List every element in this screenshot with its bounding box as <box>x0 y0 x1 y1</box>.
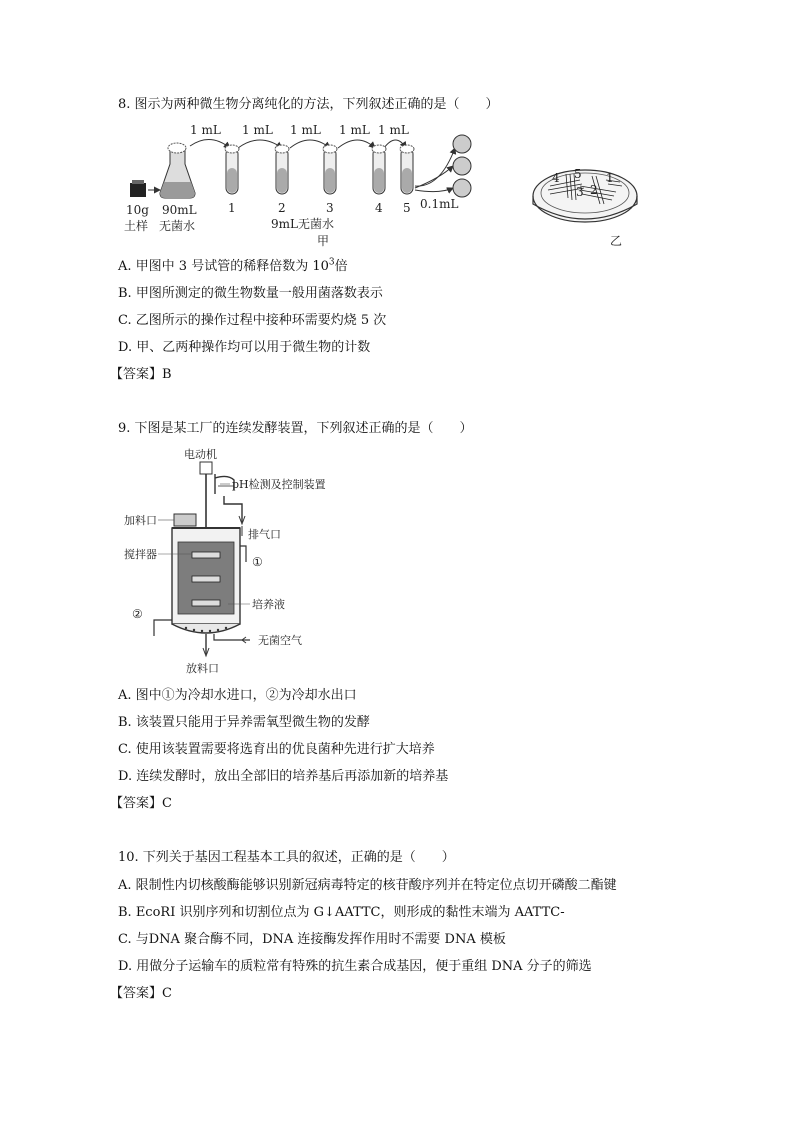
motor-label: 电动机 <box>184 448 217 461</box>
q10-option-b: B. EcoRI 识别序列和切割位点为 G↓AATTC，则形成的黏性末端为 AATTC- <box>118 905 565 920</box>
transfer-arrow <box>190 139 230 148</box>
exhaust-label: 排气口 <box>248 528 281 541</box>
q9-answer: 【答案】C <box>110 796 172 811</box>
transfer-arrow <box>338 140 375 148</box>
q10-option-d: D. 用做分子运输车的质粒常有特殊的抗生素合成基因，便于重组 DNA 分子的筛选 <box>118 959 592 974</box>
q10-option-a: A. 限制性内切核酸酶能够识别新冠病毒特定的核苷酸序列并在特定位点切开磷酸二酯键 <box>118 878 617 893</box>
cooling-mark-2: ② <box>132 607 143 621</box>
transfer-label-4: 1 mL <box>339 123 370 137</box>
streak-number: 4 <box>552 171 560 185</box>
q8-option-d: D. 甲、乙两种操作均可以用于微生物的计数 <box>118 340 371 355</box>
tube-number: 5 <box>403 201 411 215</box>
q9-option-c: C. 使用该装置需要将选育出的优良菌种先进行扩大培养 <box>118 742 435 757</box>
transfer-label-5: 1 mL <box>378 123 409 137</box>
test-tube-2 <box>275 145 289 194</box>
q9-stem: 9. 下图是某工厂的连续发酵装置，下列叙述正确的是（ ） <box>118 421 473 436</box>
feed-label: 加料口 <box>124 514 157 527</box>
cooling-mark-1: ① <box>252 555 263 569</box>
tube-number: 1 <box>228 201 236 215</box>
medium-label: 培养液 <box>252 598 285 611</box>
tube-water-label: 9mL无菌水 <box>271 217 334 231</box>
tube-number: 2 <box>278 201 286 215</box>
test-tube-5 <box>400 145 414 194</box>
figure-caption-yi: 乙 <box>610 234 623 248</box>
q10-answer: 【答案】C <box>110 986 172 1001</box>
transfer-arrow <box>238 140 282 148</box>
q9-option-b: B. 该装置只能用于异养需氧型微生物的发酵 <box>118 715 370 730</box>
tube-number: 4 <box>375 201 383 215</box>
q8-stem: 8. 图示为两种微生物分离纯化的方法，下列叙述正确的是（ ） <box>118 97 499 112</box>
flask-water-label: 无菌水 <box>159 219 196 233</box>
streak-number: 5 <box>574 167 582 181</box>
q10-stem: 10. 下列关于基因工程基本工具的叙述，正确的是（ ） <box>118 850 455 865</box>
flask-icon <box>160 143 195 198</box>
test-tube-3 <box>323 145 337 194</box>
q8-dilution-figure <box>110 118 480 253</box>
q8-answer: 【答案】B <box>110 367 172 382</box>
figure-caption-jia: 甲 <box>317 234 330 248</box>
streak-number: 1 <box>606 171 614 185</box>
soil-sample-icon <box>130 180 146 197</box>
q10-option-c: C. 与DNA 聚合酶不同，DNA 连接酶发挥作用时不需要 DNA 模板 <box>118 932 506 947</box>
streak-number: 2 <box>590 183 598 197</box>
transfer-label-2: 1 mL <box>242 123 273 137</box>
q8-option-b: B. 甲图所测定的微生物数量一般用菌落数表示 <box>118 286 383 301</box>
soil-mass-label: 10g <box>126 203 149 217</box>
petri-dish-icon <box>453 135 471 197</box>
transfer-label-1: 1 mL <box>190 123 221 137</box>
test-tube-1 <box>225 145 239 194</box>
feed-port-icon <box>174 514 196 526</box>
q9-option-d: D. 连续发酵时，放出全部旧的培养基后再添加新的培养基 <box>118 769 449 784</box>
discharge-label: 放料口 <box>186 662 219 675</box>
q8-streak-plate-figure <box>530 152 650 252</box>
tube-number: 3 <box>326 201 334 215</box>
transfer-label-3: 1 mL <box>290 123 321 137</box>
test-tube-4 <box>372 145 386 194</box>
q8-option-a: A. 甲图中 3 号试管的稀释倍数为 $10^3$倍 <box>118 257 348 274</box>
soil-name-label: 土样 <box>124 219 149 233</box>
q9-fermenter-figure <box>118 444 368 678</box>
q8-option-c: C. 乙图所示的操作过程中接种环需要灼烧 5 次 <box>118 313 387 328</box>
flask-volume-label: 90mL <box>162 203 197 217</box>
streak-number: 3 <box>576 185 584 199</box>
stirrer-label: 搅拌器 <box>124 548 157 561</box>
air-label: 无菌空气 <box>258 634 302 647</box>
ph-label: pH检测及控制装置 <box>232 478 326 491</box>
q9-option-a: A. 图中①为冷却水进口，②为冷却水出口 <box>118 688 357 703</box>
motor-icon <box>200 462 212 474</box>
plating-volume-label: 0.1mL <box>420 197 459 211</box>
